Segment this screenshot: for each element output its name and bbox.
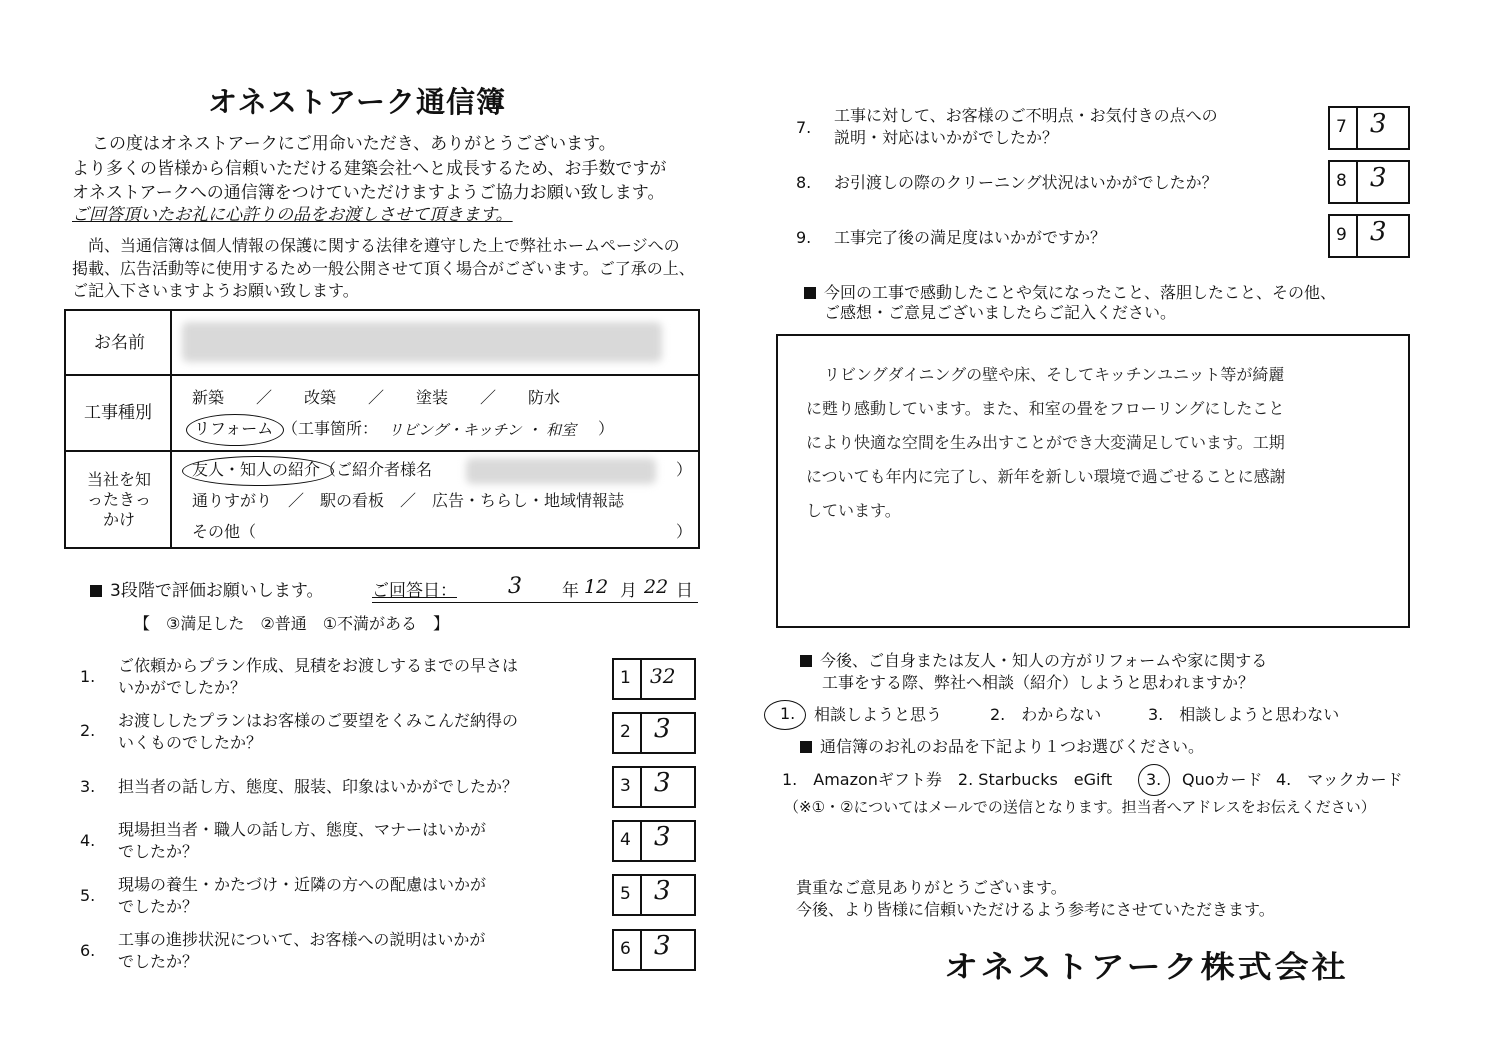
date-underline (372, 602, 698, 603)
source-other-options: 通りすがり ／ 駅の看板 ／ 広告・ちらし・地域情報誌 (192, 491, 625, 510)
question-text: いかがでしたか？ (118, 678, 247, 697)
feedback-line: しています。 (806, 501, 901, 520)
question-text: 説明・対応はいかがでしたか？ (834, 128, 1059, 147)
day-unit: 日 (676, 581, 693, 601)
question-text: 現場担当者・職人の話し方、態度、マナーはいかが (118, 820, 487, 839)
question-text: 工事完了後の満足度はいかがですか？ (834, 228, 1107, 247)
source-other-close: ） (676, 522, 693, 541)
intro-line-1: この度はオネストアークにご用命いただき、ありがとうございます。 (92, 134, 616, 154)
score-box-divider (640, 929, 642, 971)
score-value: 3 (1370, 109, 1387, 139)
score-box-number: 1 (620, 668, 631, 688)
gift-note: （※①・②についてはメールでの送信となります。担当者へアドレスをお伝えください） (784, 798, 1376, 816)
redacted-referrer (466, 458, 656, 484)
work-type-options: 新築 ／ 改築 ／ 塗装 ／ 防水 (192, 388, 561, 407)
question-text: お引渡しの際のクリーニング状況はいかがでしたか？ (834, 173, 1218, 192)
question-text: でしたか？ (118, 897, 199, 916)
source-label: 当社を知ったきっかけ (86, 470, 151, 529)
score-value: 3 (1370, 217, 1387, 247)
score-box-number: 6 (620, 939, 631, 959)
feedback-line: リビングダイニングの壁や床、そしてキッチンユニット等が綺麗 (824, 365, 1285, 384)
question-text: 工事に対して、お客様のご不明点・お気付きの点への (834, 106, 1218, 125)
question-number: 1. (80, 667, 96, 686)
gift-option-3: Quoカード (1182, 770, 1263, 789)
work-place-close: ） (598, 419, 615, 438)
question-text: 担当者の話し方、態度、服装、印象はいかがでしたか？ (118, 777, 519, 796)
question-text: でしたか？ (118, 842, 199, 861)
score-value: 3 (654, 822, 671, 852)
gift-heading: 通信簿のお礼のお品を下記より１つお選びください。 (800, 737, 1204, 757)
score-box-divider (640, 820, 642, 862)
answer-year: 3 (508, 574, 522, 599)
question-number: 2. (80, 721, 96, 740)
company-logo: オネストアーク株式会社 (944, 949, 1349, 986)
score-box-number: 5 (620, 884, 631, 904)
referral-option-1-number: 1. (780, 704, 796, 723)
question-text: ご依頼からプラン作成、見積をお渡しするまでの早さは (118, 656, 519, 675)
score-box-divider (1356, 106, 1358, 150)
source-referral-close: ） (676, 460, 693, 479)
score-value: 3 (654, 876, 671, 906)
score-value: 3 (654, 931, 671, 961)
redacted-name (182, 322, 662, 362)
score-box-number: 2 (620, 722, 631, 742)
source-referral: 友人・知人の紹介（ご紹介者様名 (192, 460, 433, 479)
form-row-divider (64, 374, 700, 376)
bullet-icon (804, 287, 816, 299)
score-box-divider (640, 712, 642, 754)
work-place-label: （工事箇所： (282, 419, 379, 438)
feedback-line: に甦り感動しています。また、和室の畳をフローリングにしたこと (806, 399, 1285, 418)
answer-day: 22 (644, 576, 669, 598)
feedback-heading-2: ご感想・ご意見ございましたらご記入ください。 (824, 303, 1177, 322)
name-label: お名前 (94, 333, 145, 353)
answer-month: 12 (584, 576, 609, 598)
intro-gift-note: ご回答頂いたお礼に心許りの品をお渡しさせて頂きます。 (72, 205, 513, 225)
source-other: その他（ (192, 522, 257, 541)
question-number: 8. (796, 173, 812, 192)
gift-option-4: 4. マックカード (1276, 770, 1403, 789)
gift-options: 1. Amazonギフト券 2. Starbucks eGift (782, 770, 1113, 789)
referral-option-1: 相談しようと思う (814, 705, 943, 724)
score-box-divider (1356, 214, 1358, 258)
question-text: お渡ししたプランはお客様のご要望をくみこんだ納得の (118, 711, 519, 730)
referral-option-2: 2. わからない (990, 705, 1102, 724)
score-box-number: 4 (620, 830, 631, 850)
score-box-divider (1356, 160, 1358, 204)
score-value: 3 (654, 768, 671, 798)
score-box-number: 9 (1336, 225, 1347, 245)
score-box-number: 7 (1336, 117, 1347, 137)
answer-date-label: ご回答日： (372, 581, 457, 601)
score-box-divider (640, 874, 642, 916)
work-place-handwritten: リビング・キッチン ・ 和室 (388, 421, 577, 439)
thanks-line-2: 今後、より皆様に信頼いただけるよう参考にさせていただきます。 (796, 900, 1275, 919)
feedback-heading: 今回の工事で感動したことや気になったこと、落胆したこと、その他、 (804, 283, 1336, 303)
question-number: 7. (796, 118, 812, 137)
question-text: でしたか？ (118, 952, 199, 971)
year-unit: 年 (562, 581, 579, 601)
question-text: 現場の養生・かたづけ・近隣の方への配慮はいかが (118, 875, 487, 894)
question-text: いくものでしたか？ (118, 733, 263, 752)
question-number: 6. (80, 941, 96, 960)
score-value: 32 (650, 664, 676, 688)
form-row-divider (64, 450, 700, 452)
question-text: 工事の進捗状況について、お客様への説明はいかが (118, 930, 486, 949)
month-unit: 月 (620, 581, 637, 601)
referral-question: 今後、ご自身または友人・知人の方がリフォームや家に関する (800, 651, 1267, 671)
score-box-number: 8 (1336, 171, 1347, 191)
score-value: 3 (1370, 163, 1387, 193)
privacy-line-1: 尚、当通信簿は個人情報の保護に関する法律を遵守した上で弊社ホームページへの (88, 236, 680, 255)
feedback-line: により快適な空間を生み出すことができ大変満足しています。工期 (806, 433, 1285, 452)
rating-heading: 3段階で評価お願いします。 (90, 580, 323, 602)
thanks-line-1: 貴重なご意見ありがとうございます。 (796, 878, 1067, 897)
score-box-divider (640, 658, 642, 700)
score-box-number: 3 (620, 776, 631, 796)
intro-line-2: より多くの皆様から信頼いただける建築会社へと成長するため、お手数ですが (72, 159, 667, 179)
work-type-reform: リフォーム (194, 419, 274, 438)
privacy-line-3: ご記入下さいますようお願い致します。 (72, 281, 359, 300)
question-number: 3. (80, 777, 96, 796)
referral-option-3: 3. 相談しようと思わない (1148, 705, 1340, 724)
page-title: オネストアーク通信簿 (208, 85, 506, 119)
work-type-label: 工事種別 (84, 403, 152, 423)
form-divider (170, 309, 172, 549)
referral-question-2: 工事をする際、弊社へ相談（紹介）しようと思われますか？ (822, 673, 1255, 692)
bullet-icon (90, 585, 102, 597)
gift-option-3-number: 3. (1146, 770, 1162, 789)
question-number: 4. (80, 831, 96, 850)
score-value: 3 (654, 714, 671, 744)
score-box-divider (640, 766, 642, 808)
bullet-icon (800, 655, 812, 667)
intro-line-3: オネストアークへの通信簿をつけていただけますようご協力お願い致します。 (72, 183, 665, 203)
bullet-icon (800, 741, 812, 753)
privacy-line-2: 掲載、広告活動等に使用するため一般公開させて頂く場合がございます。ご了承の上、 (72, 259, 695, 278)
rating-scale: 【 ③満足した ②普通 ①不満がある 】 (134, 614, 450, 633)
question-number: 9. (796, 228, 812, 247)
feedback-line: についても年内に完了し、新年を新しい環境で過ごせることに感謝 (806, 467, 1286, 486)
question-number: 5. (80, 886, 96, 905)
